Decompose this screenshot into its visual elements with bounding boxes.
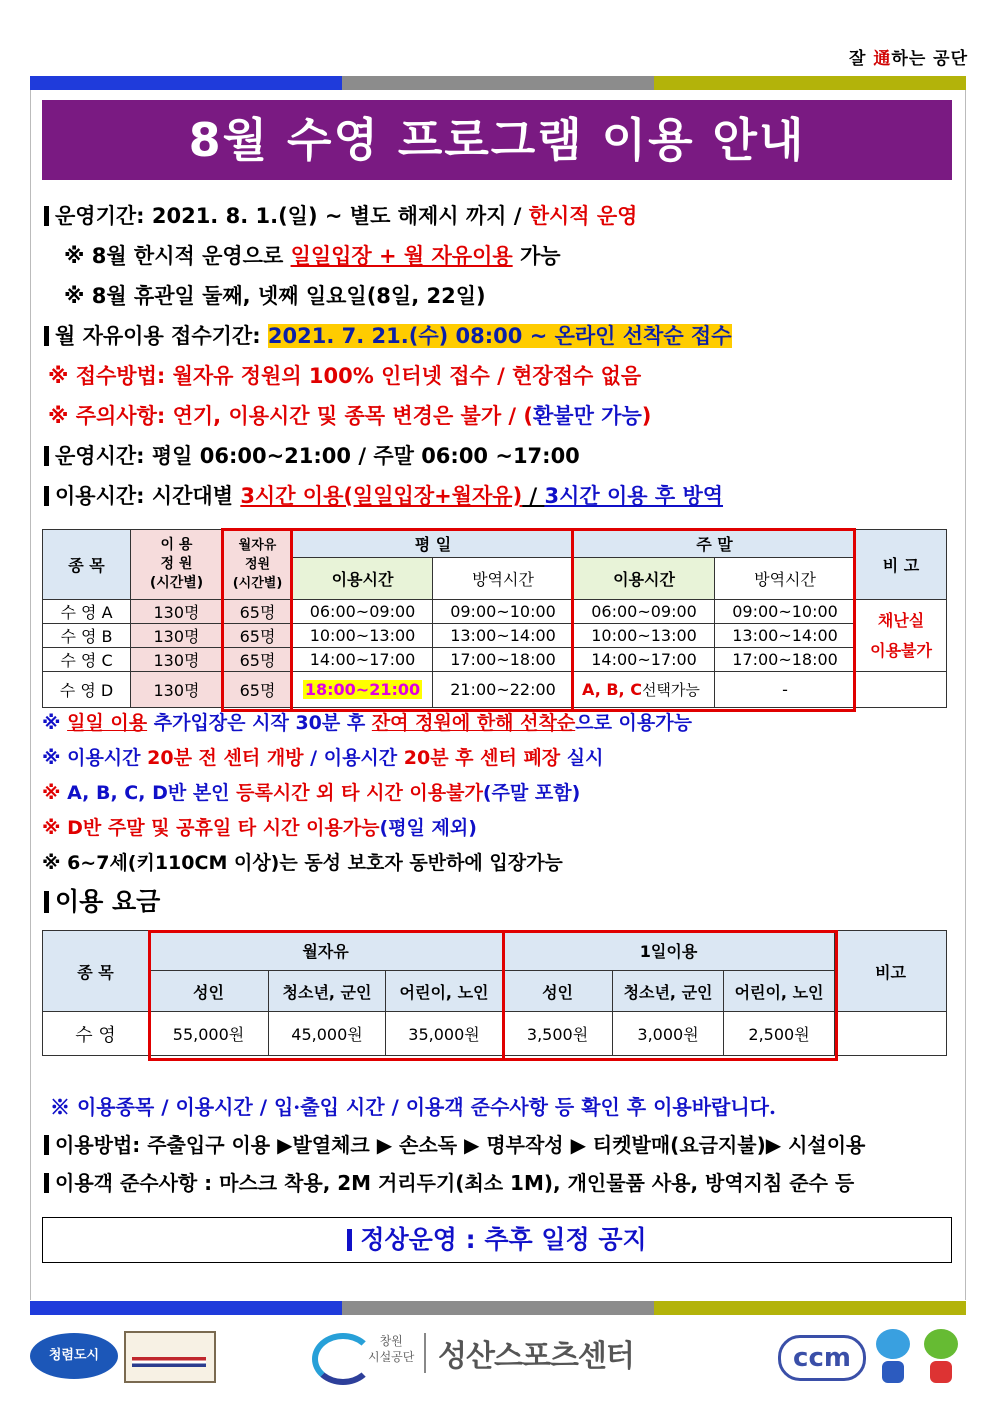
ccm-logo: ccm	[778, 1335, 866, 1381]
fees-header-item: 종 목	[43, 931, 149, 1012]
header-weekend-use: 이용시간	[574, 558, 715, 600]
mascot-blue-icon	[874, 1329, 912, 1385]
info-closed-days: ※ 8월 휴관일 둘째, 넷째 일요일(8일, 22일)	[64, 284, 486, 308]
slogan	[849, 44, 968, 69]
row-monthly: 65명	[223, 600, 293, 624]
row-monthly: 65명	[223, 624, 293, 648]
info-usage-time	[42, 476, 962, 516]
info-temp-highlight: 일일입장 + 월 자유이용	[290, 244, 513, 268]
footer-method-text: 이용방법: 주출입구 이용 ▶발열체크 ▶ 손소독 ▶ 명부작성 ▶ 티켓발매(요금지불)▶ 시설이용	[55, 1133, 866, 1157]
row-weekend-use: 06:00~09:00	[574, 600, 715, 624]
mascot-green-icon	[922, 1329, 960, 1385]
header-monthly-capacity: 월자유 정원 (시간별)	[223, 530, 293, 600]
info-usage-sep: /	[522, 484, 545, 508]
note-line-4	[42, 811, 962, 846]
note-1-end: 으로 이용가능	[575, 712, 692, 734]
fees-header-child: 어린이, 노인	[724, 971, 835, 1012]
header-weekday-use: 이용시간	[293, 558, 433, 600]
row-weekday-use: 06:00~09:00	[293, 600, 433, 624]
header-weekend: 주 말	[574, 530, 856, 558]
header-note: 비 고	[856, 530, 947, 600]
note-1-remaining: 잔여 정원에 한해 선착순	[371, 712, 576, 734]
row-weekday-disinfect: 13:00~14:00	[433, 624, 574, 648]
fees-note-empty	[835, 1012, 947, 1056]
center-name: 성산스포츠센터	[438, 1339, 634, 1374]
fees-header-monthly: 월자유	[149, 931, 503, 971]
info-temp-note	[42, 236, 962, 276]
row-name: 수 영 D	[43, 672, 131, 708]
note-3-mark: ※	[42, 782, 68, 804]
row-name: 수 영 C	[43, 648, 131, 672]
info-temp-text: ※ 8월 한시적 운영으로	[64, 244, 291, 268]
bottom-color-bar	[30, 1301, 966, 1315]
info-usage-3h: 3시간 이용(일일입장+월자유)	[240, 484, 523, 508]
row-weekend-use: 14:00~17:00	[574, 648, 715, 672]
schedule-table	[42, 529, 947, 708]
info-registration	[42, 316, 962, 356]
info-caution	[42, 396, 962, 436]
note-line-1	[42, 706, 962, 741]
info-section	[42, 196, 962, 516]
row-capacity: 130명	[131, 624, 223, 648]
row-capacity: 130명	[131, 648, 223, 672]
info-usage-text: 이용시간: 시간대별	[55, 484, 241, 508]
info-usage-disinfect: 3시간 이용 후 방역	[544, 484, 724, 508]
header-item: 종 목	[43, 530, 131, 600]
fees-monthly-youth: 45,000원	[269, 1012, 386, 1056]
fees-header-adult: 성인	[503, 971, 613, 1012]
bullet-icon	[44, 446, 49, 466]
logo-bar	[0, 1325, 992, 1395]
footer-info	[42, 1088, 952, 1202]
table-row	[43, 672, 947, 708]
bullet-icon	[347, 1229, 352, 1251]
info-period-temp: 한시적 운영	[528, 204, 638, 228]
flag-stripe-icon	[132, 1357, 206, 1367]
page-title: 8월 수영 프로그램 이용 안내	[42, 100, 952, 180]
bullet-icon	[44, 486, 49, 506]
normal-operation-notice	[42, 1217, 952, 1263]
note-cell: 채난실 이용불가	[856, 600, 947, 672]
info-method: ※ 접수방법: 월자유 정원의 100% 인터넷 접수 / 현장접수 없음	[48, 364, 642, 388]
fees-daily-child: 2,500원	[724, 1012, 835, 1056]
row-weekend-disinfect: -	[715, 672, 856, 708]
note-1-mark: ※	[42, 712, 68, 734]
table-row	[43, 648, 947, 672]
fees-table	[42, 930, 947, 1056]
logo-divider	[424, 1333, 426, 1373]
note-3-classes: A, B, C, D반 본인	[67, 782, 237, 804]
row-weekend-use	[574, 672, 715, 708]
weekend-choice-text: 선택가능	[641, 681, 700, 699]
fees-header-note: 비고	[835, 931, 947, 1012]
row-weekday-use	[293, 672, 433, 708]
note-4-text: D반 주말 및 공휴일 타 시간 이용가능	[67, 817, 380, 839]
note-3-text: 등록시간 외 타 시간 이용불가	[236, 782, 483, 804]
fees-daily-youth: 3,000원	[613, 1012, 724, 1056]
slogan-highlight: 通	[873, 49, 892, 69]
info-registration-text: 월 자유이용 접수기간:	[55, 324, 268, 348]
note-2-sep: / 이용시간	[303, 747, 404, 769]
info-temp-end: 가능	[512, 244, 561, 268]
footer-check-note: ※ 이용종목 / 이용시간 / 입·출입 시간 / 이용객 준수사항 등 확인 후 이용바랍니다.	[50, 1095, 776, 1119]
note-4-end: (평일 제외)	[379, 817, 477, 839]
swirl-logo-icon	[312, 1333, 374, 1385]
org-name: 창원 시설공단	[368, 1334, 415, 1364]
row-weekend-disinfect: 09:00~10:00	[715, 600, 856, 624]
row-capacity: 130명	[131, 600, 223, 624]
row-weekend-disinfect: 17:00~18:00	[715, 648, 856, 672]
header-weekday-disinfect: 방역시간	[433, 558, 574, 600]
row-weekday-use: 14:00~17:00	[293, 648, 433, 672]
table-row	[43, 600, 947, 624]
bullet-icon	[44, 891, 49, 913]
row-weekday-use: 10:00~13:00	[293, 624, 433, 648]
row-weekend-disinfect: 13:00~14:00	[715, 624, 856, 648]
table-row	[43, 1012, 947, 1056]
fees-header-youth: 청소년, 군인	[613, 971, 724, 1012]
fees-section-title	[42, 882, 160, 918]
fees-monthly-child: 35,000원	[386, 1012, 503, 1056]
notice-text: 정상운영 : 추후 일정 공지	[360, 1225, 647, 1254]
fees-title-text: 이용 요금	[55, 887, 161, 916]
bullet-icon	[44, 1173, 49, 1193]
info-caution-text: ※ 주의사항: 연기, 이용시간 및 종목 변경은 불가 / (	[48, 404, 534, 428]
row-weekday-disinfect: 21:00~22:00	[433, 672, 574, 708]
bullet-icon	[44, 1135, 49, 1155]
fees-header-adult: 성인	[149, 971, 269, 1012]
row-monthly: 65명	[223, 648, 293, 672]
row-monthly: 65명	[223, 672, 293, 708]
note-1-daily: 일일 이용	[67, 712, 148, 734]
fees-daily-adult: 3,500원	[503, 1012, 613, 1056]
note-line-2	[42, 741, 962, 776]
header-weekday: 평 일	[293, 530, 574, 558]
usage-notes	[42, 706, 962, 881]
row-name: 수 영 A	[43, 600, 131, 624]
table-row	[43, 624, 947, 648]
info-caution-refund: 환불만 가능	[533, 404, 642, 428]
note-line-3	[42, 776, 962, 811]
fees-header-child: 어린이, 노인	[386, 971, 503, 1012]
note-line-5: ※ 6~7세(키110CM 이상)는 동성 보호자 동반하에 입장가능	[42, 852, 563, 874]
info-period	[42, 196, 962, 236]
info-caution-end: )	[641, 404, 652, 428]
note-2-text: ※ 이용시간	[42, 747, 148, 769]
note-2-open: 20분 전 센터 개방	[147, 747, 304, 769]
info-period-text: 운영기간: 2021. 8. 1.(일) ~ 별도 해제시 까지 /	[55, 204, 529, 228]
fees-row-name: 수 영	[43, 1012, 149, 1056]
note-3-end: (주말 포함)	[482, 782, 581, 804]
row-weekend-use: 10:00~13:00	[574, 624, 715, 648]
footer-rules	[42, 1164, 952, 1202]
bullet-icon	[44, 206, 49, 226]
note-4-mark: ※	[42, 817, 68, 839]
header-capacity: 이 용 정 원 (시간별)	[131, 530, 223, 600]
certificate-logo	[124, 1331, 216, 1383]
row-note-empty	[856, 672, 947, 708]
header-weekend-disinfect: 방역시간	[715, 558, 856, 600]
row-capacity: 130명	[131, 672, 223, 708]
slogan-pre: 잘	[849, 49, 874, 69]
note-2-close: 20분 후 센터 폐장	[403, 747, 561, 769]
note-1-text: 추가입장은 시작 30분 후	[147, 712, 372, 734]
row-name: 수 영 B	[43, 624, 131, 648]
slogan-post: 하는 공단	[891, 49, 968, 69]
top-color-bar	[30, 76, 966, 90]
info-hours	[42, 436, 962, 476]
fees-monthly-adult: 55,000원	[149, 1012, 269, 1056]
row-weekday-disinfect: 17:00~18:00	[433, 648, 574, 672]
fees-header-youth: 청소년, 군인	[269, 971, 386, 1012]
info-hours-text: 운영시간: 평일 06:00~21:00 / 주말 06:00 ~17:00	[55, 444, 580, 468]
note-2-end: 실시	[560, 747, 604, 769]
changwon-logo: 청렴도시	[30, 1333, 118, 1379]
row-weekday-disinfect: 09:00~10:00	[433, 600, 574, 624]
weekend-choice-classes: A, B, C	[582, 680, 642, 699]
fees-header-daily: 1일이용	[503, 931, 835, 971]
bullet-icon	[44, 326, 49, 346]
footer-rules-text: 이용객 준수사항 : 마스크 착용, 2M 거리두기(최소 1M), 개인물품 사용, 방역지침 준수 등	[55, 1171, 855, 1195]
footer-method	[42, 1126, 952, 1164]
info-registration-date: 2021. 7. 21.(수) 08:00 ~ 온라인 선착순 접수	[267, 324, 732, 348]
highlighted-time: 18:00~21:00	[304, 680, 421, 699]
